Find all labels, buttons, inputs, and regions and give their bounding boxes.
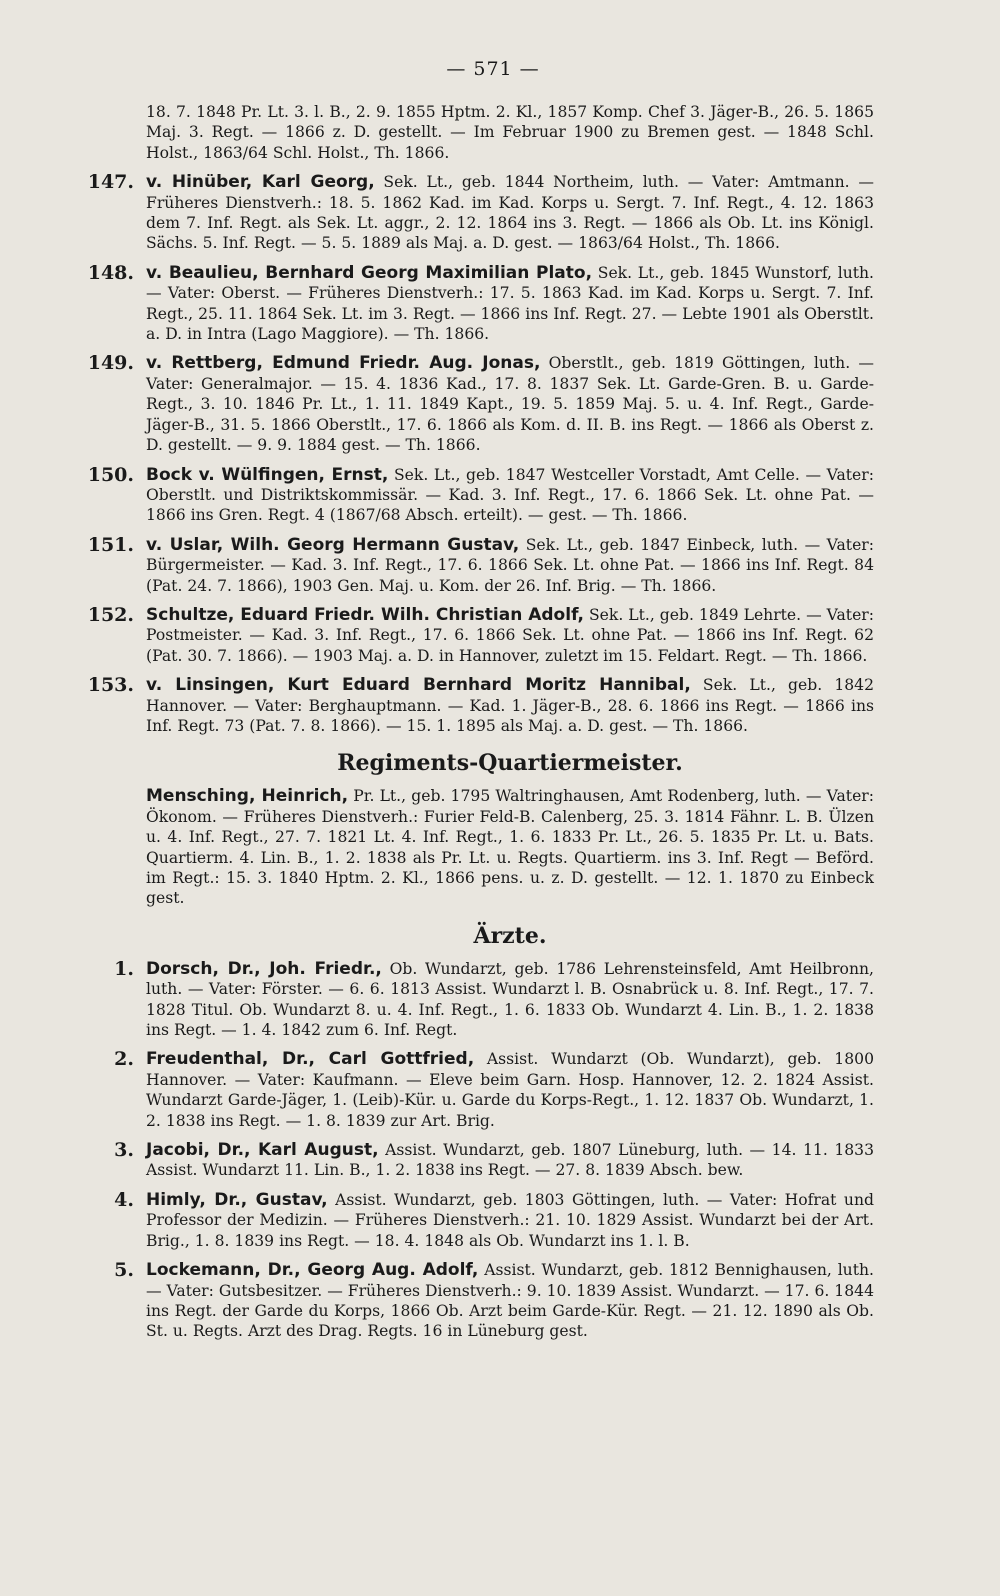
entry-number: 4. [114,1188,134,1211]
entry [72,959,874,1041]
entry-number: 153. [87,674,134,697]
entry-name: v. Rettberg, Edmund Friedr. Aug. Jonas, [146,353,541,374]
entry-number: 5. [114,1259,134,1282]
entry-name: Bock v. Wülfingen, Ernst, [146,464,389,485]
entry-name: v. Beaulieu, Bernhard Georg Maximilian Plato, [146,262,593,283]
entry-text: Assist. Wundarzt (Ob. Wundarzt), geb. 1800 Hannover. — Vater: Kaufmann. — Eleve beim Garn. Hosp. Hannover, 12. 2. 1824 Assist. Wundarzt Garde-Jäger, 1. (Leib)-Kür. u. Garde du Korps-Regt., 1. 12. 1837 Ob. Wundarzt, 1. 2. 1838 ins Regt. — 1. 8. 1839 zur Art. Brig. [146,1050,874,1130]
entry-name: Jacobi, Dr., Karl August, [146,1140,379,1161]
entry-text: Sek. Lt., geb. 1842 Hannover. — Vater: Berghauptmann. — Kad. 1. Jäger-B., 28. 6. 1866 ins Regt. — 1866 ins Inf. Regt. 73 (Pat. 7. 8. 1866). — 15. 1. 1895 als Maj. a. D. gest. — Th. 1866. [146,676,875,735]
entry-number: 148. [87,261,134,284]
entry-text: Sek. Lt., geb. 1844 Northeim, luth. — Vater: Amtmann. — Früheres Dienstverh.: 18. 5. 1862 Kad. im Kad. Korps u. Sergt. 7. Inf. Regt., 4. 12. 1863 dem 7. Inf. Regt. als Sek. Lt. aggr., 2. 12. 1864 ins 3. Regt. — 1866 als Ob. Lt. ins Königl. Sächs. 5. Inf. Regt. — 5. 5. 1889 als Maj. a. D. gest. — 1863/64 Holst., Th. 1866. [146,173,875,253]
entry-name: Dorsch, Dr., Joh. Friedr., [146,958,382,979]
entry [72,675,874,736]
entry-name: v. Linsingen, Kurt Eduard Bernhard Moritz Hannibal, [146,675,691,696]
entry [72,1190,874,1251]
section-title-doctors: Ärzte. [473,922,547,949]
entry-number: 152. [87,603,134,626]
entry-name: Mensching, Heinrich, [146,786,349,807]
entry [72,535,874,596]
entry [72,172,874,254]
entry-text: Sek. Lt., geb. 1847 Westceller Vorstadt, Amt Celle. — Vater: Oberstlt. und Distriktskommissär. — Kad. 3. Inf. Regt., 17. 6. 1866 Sek. Lt. ohne Pat. — 1866 ins Gren. Regt. 4 (1867/68 Absch. erteilt). — gest. — Th. 1866. [146,465,874,525]
entry-text: Assist. Wundarzt, geb. 1807 Lüneburg, luth. — 14. 11. 1833 Assist. Wundarzt 11. Lin. B., 1. 2. 1838 ins Regt. — 27. 8. 1839 Absch. bew. [146,1141,875,1180]
entry-text: 18. 7. 1848 Pr. Lt. 3. l. B., 2. 9. 1855 Hptm. 2. Kl., 1857 Komp. Chef 3. Jäger-B., 26. 5. 1865 Maj. 3. Regt. — 1866 z. D. gestellt. — Im Februar 1900 zu Bremen gest. — 1848 Schl. Holst., 1863/64 Schl. Holst., Th. 1866. [146,103,874,162]
entry-text: Oberstlt., geb. 1819 Göttingen, luth. — Vater: Generalmajor. — 15. 4. 1836 Kad., 17. 8. 1837 Sek. Lt. Garde-Gren. B. u. Garde-Regt., 3. 10. 1846 Pr. Lt., 1. 11. 1849 Kapt., 19. 5. 1859 Maj. 5. u. 4. Inf. Regt., Garde-Jäger-B., 31. 5. 1866 Oberstlt., 17. 6. 1866 als Kom. d. II. B. ins Regt. — 1866 als Oberst z. D. gestellt. — 9. 9. 1884 gest. — Th. 1866. [146,354,874,455]
entry [72,1049,874,1131]
entry [72,1260,874,1342]
entry-number: 2. [114,1048,134,1071]
doctor-entries [72,959,874,1342]
entry-number: 150. [87,463,134,486]
entry-name: v. Uslar, Wilh. Georg Hermann Gustav, [146,534,520,555]
page-number: — 571 — [446,58,540,80]
officer-entries [72,102,874,736]
entry [72,786,874,908]
entry-text: Sek. Lt., geb. 1845 Wunstorf, luth. — Vater: Oberst. — Früheres Dienstverh.: 17. 5. 1863 Kad. im Kad. Korps u. Sergt. 7. Inf. Regt., 25. 11. 1864 Sek. Lt. im 3. Regt. — 1866 ins Inf. Regt. 27. — Lebte 1901 als Oberstlt. a. D. in Intra (Lago Maggiore). — Th. 1866. [146,263,875,344]
entry-name: v. Hinüber, Karl Georg, [146,172,375,193]
entry [72,353,874,455]
entry-number: 147. [87,171,134,194]
entry-text: Assist. Wundarzt, geb. 1812 Bennighausen, luth. — Vater: Gutsbesitzer. — Früheres Dienstverh.: 9. 10. 1839 Assist. Wundarzt. — 17. 6. 1844 ins Regt. der Garde du Korps, 1866 Ob. Arzt beim Garde-Kür. Regt. — 21. 12. 1890 als Ob. St. u. Regts. Arzt des Drag. Regts. 16 in Lüneburg gest. [146,1261,874,1341]
entry [72,1140,874,1181]
quartermaster-entries [72,786,874,908]
entry-name: Lockemann, Dr., Georg Aug. Adolf, [146,1260,479,1281]
entry-text: Sek. Lt., geb. 1849 Lehrte. — Vater: Postmeister. — Kad. 3. Inf. Regt., 17. 6. 1866 Sek. Lt. ohne Pat. — 1866 ins Inf. Regt. 62 (Pat. 30. 7. 1866). — 1903 Maj. a. D. in Hannover, zuletzt im 15. Feldart. Regt. — Th. 1866. [146,605,875,665]
entry-name: Freudenthal, Dr., Carl Gottfried, [146,1049,475,1070]
entry-text: Ob. Wundarzt, geb. 1786 Lehrensteinsfeld, Amt Heilbronn, luth. — Vater: Förster. — 6. 6. 1813 Assist. Wundarzt l. B. Osnabrück u. 8. Inf. Regt., 17. 7. 1828 Titul. Ob. Wundarzt 8. u. 4. Inf. Regt., 1. 6. 1833 Ob. Wundarzt 4. Lin. B., 1. 2. 1838 ins Regt. — 1. 4. 1842 zum 6. Inf. Regt. [146,959,874,1040]
entry [72,465,874,526]
entry-number: 151. [87,533,134,556]
entry-name: Himly, Dr., Gustav, [146,1189,328,1210]
entry-name: Schultze, Eduard Friedr. Wilh. Christian Adolf, [146,604,584,625]
entry-text: Sek. Lt., geb. 1847 Einbeck, luth. — Vater: Bürgermeister. — Kad. 3. Inf. Regt., 17. 6. 1866 Sek. Lt. ohne Pat. — 1866 ins Inf. Regt. 84 (Pat. 24. 7. 1866), 1903 Gen. Maj. u. Kom. der 26. Inf. Brig. — Th. 1866. [146,535,875,595]
entry-number: 3. [114,1139,134,1162]
entry [72,102,874,163]
entry [72,605,874,666]
entry [72,263,874,345]
entry-text: Assist. Wundarzt, geb. 1803 Göttingen, luth. — Vater: Hofrat und Professor der Medizin. — Früheres Dienstverh.: 21. 10. 1829 Assist. Wundarzt bei der Art. Brig., 1. 8. 1839 ins Regt. — 18. 4. 1848 als Ob. Wundarzt ins 1. l. B. [146,1190,874,1250]
entry-number: 1. [114,957,134,980]
entry-text: Pr. Lt., geb. 1795 Waltringhausen, Amt Rodenberg, luth. — Vater: Ökonom. — Früheres Dienstverh.: Furier Feld-B. Calenberg, 25. 3. 1814 Fähnr. L. B. Ülzen u. 4. Inf. Regt., 27. 7. 1821 Lt. 4. Inf. Regt., 1. 6. 1833 Pr. Lt., 26. 5. 1835 Pr. Lt. u. Bats. Quartierm. 4. Lin. B., 1. 2. 1838 als Pr. Lt. u. Regts. Quartierm. ins 3. Inf. Regt — Beförd. im Regt.: 15. 3. 1840 Hptm. 2. Kl., 1866 pens. u. z. D. gestellt. — 12. 1. 1870 zu Einbeck gest. [146,787,875,908]
entry-number: 149. [87,352,134,375]
section-title-quartermaster: Regiments-Quartiermeister. [337,750,683,777]
